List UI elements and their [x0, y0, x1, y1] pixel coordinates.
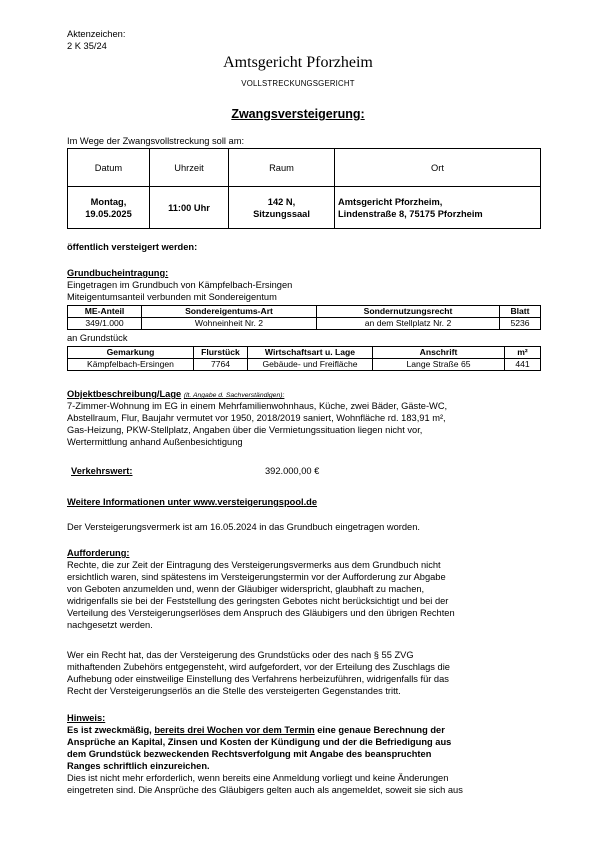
- objekt-line2: Abstellraum, Flur, Baujahr vermutet vor 1950, 2018/2019 saniert, Wohnfläche rd. 183,91 m²,: [67, 413, 446, 423]
- termin-header-raum: Raum: [229, 149, 335, 187]
- verkehrswert-value: 392.000,00 €: [265, 466, 320, 476]
- sondereigentum-table: [67, 305, 541, 330]
- grundbuch-line1: Eingetragen im Grundbuch von Kämpfelbach-Ersingen: [67, 280, 293, 290]
- table1-cell-sondernutzung: an dem Stellplatz Nr. 2: [317, 318, 500, 330]
- vermerk-text: Der Versteigerungsvermerk ist am 16.05.2024 in das Grundbuch eingetragen worden.: [67, 522, 420, 532]
- hinweis-b1-underlined: bereits drei Wochen vor dem Termin: [154, 725, 315, 735]
- aufforderung-p1-line5: Verteilung des Versteigerungserlöses dem Anspruch des Gläubigers und den übrigen Rechten: [67, 608, 455, 618]
- aufforderung-p1-line1: Rechte, die zur Zeit der Eintragung des Versteigerungsvermerks aus dem Grundbuch nicht: [67, 560, 441, 570]
- aufforderung-p1-line4: widrigenfalls sie bei der Feststellung des geringsten Gebotes nicht berücksichtigt und bei der: [67, 596, 449, 606]
- table2-header-anschrift: Anschrift: [373, 347, 505, 359]
- aufforderung-p2-line4: Recht der Versteigerungserlös an die Stelle des versteigerten Gegenstandes tritt.: [67, 686, 401, 696]
- hinweis-bold-line1: [67, 725, 541, 737]
- aufforderung-p1-line3: von Geboten anzumelden und, wenn der Gläubiger widerspricht, glaubhaft zu machen,: [67, 584, 425, 594]
- objekt-heading-row: [67, 389, 284, 402]
- table2-cell-flaeche: 441: [505, 359, 541, 371]
- table1-header-art: Sondereigentums-Art: [142, 306, 317, 318]
- table1-cell-me-anteil: 349/1.000: [68, 318, 142, 330]
- table2-cell-anschrift: Lange Straße 65: [373, 359, 505, 371]
- termin-header-ort: Ort: [335, 149, 541, 187]
- weitere-info-link[interactable]: Weitere Informationen unter www.versteigerungspool.de: [67, 497, 318, 507]
- page-title: Zwangsversteigerung:: [231, 107, 365, 121]
- aufforderung-p2-line3: Aufhebung oder einstweilige Einstellung des Verfahrens herbeizuführen, widrigenfalls für das: [67, 674, 449, 684]
- termin-datum: [68, 187, 150, 229]
- table2-cell-flurstueck: 7764: [194, 359, 248, 371]
- termin-table: [67, 148, 541, 229]
- aktenzeichen-block: [67, 28, 125, 52]
- termin-datum-date: 19.05.2025: [85, 208, 132, 219]
- objekt-line3: Gas-Heizung, PKW-Stellplatz, Angaben über die Vermietungssituation liegen nicht vor,: [67, 425, 423, 435]
- department-name: VOLLSTRECKUNGSGERICHT: [241, 79, 355, 88]
- termin-raum-number: 142 N,: [267, 196, 296, 207]
- table1-cell-blatt: 5236: [500, 318, 541, 330]
- table1-header-blatt: Blatt: [500, 306, 541, 318]
- aktenzeichen-label: Aktenzeichen:: [67, 29, 126, 39]
- grundbuch-line2: Miteigentumsanteil verbunden mit Sondereigentum: [67, 292, 277, 302]
- hinweis-line5: Dies ist nicht mehr erforderlich, wenn bereits eine Anmeldung vorliegt und keine Änderungen: [67, 773, 449, 783]
- termin-raum-name: Sitzungssaal: [253, 208, 310, 219]
- hinweis-b1-pre: Es ist zweckmäßig,: [67, 725, 155, 735]
- aktenzeichen-value: 2 K 35/24: [67, 41, 107, 51]
- hinweis-b1-post: eine genaue Berechnung der: [314, 725, 445, 735]
- table2-header-flaeche: m²: [505, 347, 541, 359]
- intro-text: Im Wege der Zwangsvollstreckung soll am:: [67, 136, 245, 146]
- table2-header-gemarkung: Gemarkung: [68, 347, 194, 359]
- hinweis-bold-line3: dem Grundstück bezweckenden Rechtsverfolgung mit Angabe des beanspruchten: [67, 749, 432, 759]
- hinweis-bold-line2: Ansprüche an Kapital, Zinsen und Kosten der Kündigung und der die Befriedigung aus: [67, 737, 452, 747]
- table1-header-sondernutzung: Sondernutzungsrecht: [317, 306, 500, 318]
- table2-cell-gemarkung: Kämpfelbach-Ersingen: [68, 359, 194, 371]
- table1-header-me-anteil: ME-Anteil: [68, 306, 142, 318]
- objekt-line1: 7-Zimmer-Wohnung im EG in einem Mehrfamilienwohnhaus, Küche, zwei Bäder, Gäste-WC,: [67, 401, 448, 411]
- an-grundstueck-text: an Grundstück: [67, 333, 128, 343]
- table2-cell-wirtschaftsart: Gebäude- und Freifläche: [248, 359, 373, 371]
- table2-header-wirtschaftsart: Wirtschaftsart u. Lage: [248, 347, 373, 359]
- aufforderung-p2-line2: mithaftenden Zubehörs entgegensteht, wird aufgefordert, vor der Erteilung des Zuschlags die: [67, 662, 450, 672]
- aufforderung-p2-line1: Wer ein Recht hat, das der Versteigerung des Grundstücks oder des nach § 55 ZVG: [67, 650, 414, 660]
- court-name: Amtsgericht Pforzheim: [223, 54, 373, 71]
- termin-ort-address: Lindenstraße 8, 75175 Pforzheim: [338, 208, 483, 219]
- objekt-hint: (lt. Angabe d. Sachverständigen):: [183, 392, 285, 399]
- aufforderung-heading: Aufforderung:: [67, 548, 130, 558]
- aufforderung-p1-line6: nachgesetzt werden.: [67, 620, 153, 630]
- aufforderung-p1-line2: ersichtlich waren, sind spätestens im Versteigerungstermin vor der Aufforderung zur Abgabe: [67, 572, 446, 582]
- verkehrswert-label: Verkehrswert:: [71, 466, 133, 476]
- grundbuch-heading: Grundbucheintragung:: [67, 268, 169, 278]
- hinweis-heading: Hinweis:: [67, 713, 106, 723]
- hinweis-bold-line4: Ranges schriftlich einzureichen.: [67, 761, 210, 771]
- grundstueck-table: [67, 346, 541, 371]
- hinweis-line6: eingetreten sind. Die Ansprüche des Gläubigers gelten auch als angemeldet, soweit sie sich aus: [67, 785, 463, 795]
- termin-datum-day: Montag,: [90, 196, 127, 207]
- termin-raum: [229, 187, 335, 229]
- termin-header-uhrzeit: Uhrzeit: [150, 149, 229, 187]
- table2-header-flurstueck: Flurstück: [194, 347, 248, 359]
- termin-header-datum: Datum: [68, 149, 150, 187]
- versteigert-text: öffentlich versteigert werden:: [67, 242, 198, 252]
- table1-cell-art: Wohneinheit Nr. 2: [142, 318, 317, 330]
- termin-ort-court: Amtsgericht Pforzheim,: [338, 196, 443, 207]
- objekt-line4: Wertermittlung anhand Außenbesichtigung: [67, 437, 243, 447]
- termin-ort: [335, 187, 541, 229]
- termin-uhrzeit: 11:00 Uhr: [150, 187, 229, 229]
- objekt-heading: Objektbeschreibung/Lage: [67, 389, 182, 399]
